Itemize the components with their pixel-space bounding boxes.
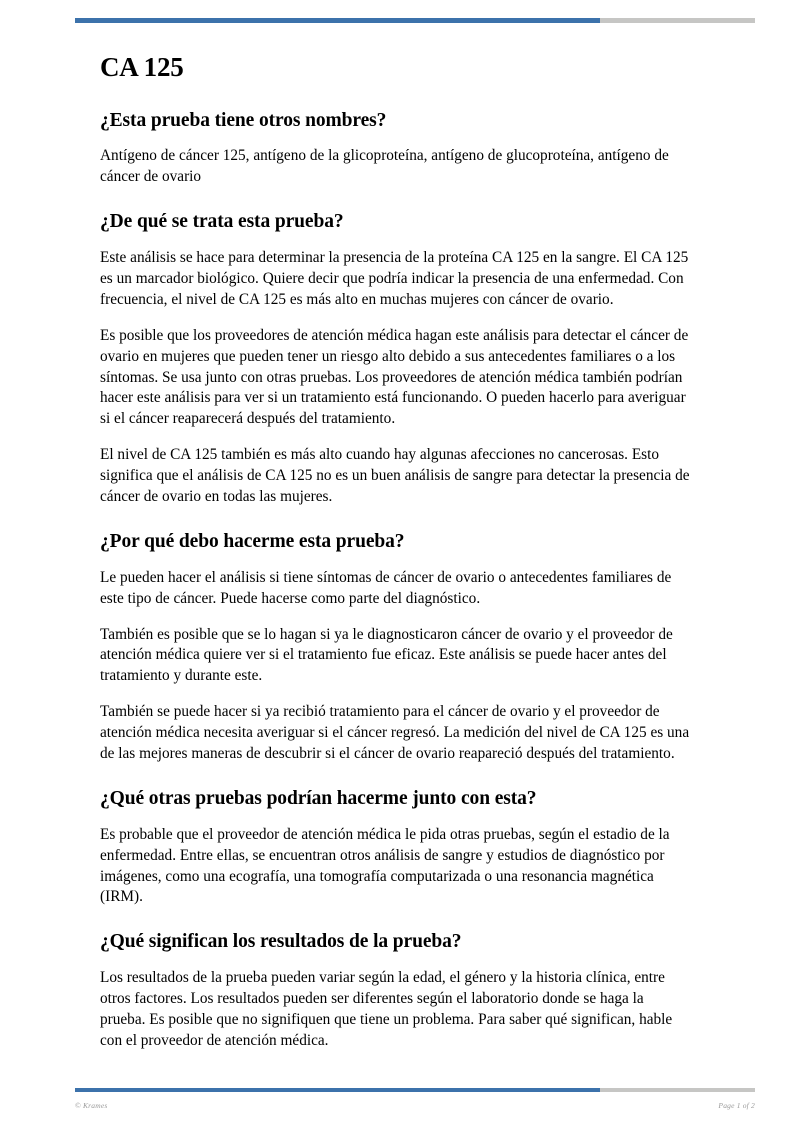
section-otros-nombres (100, 109, 692, 188)
section-otras-pruebas (100, 787, 692, 908)
section-de-que-se-trata (100, 210, 692, 508)
section-paragraph: Le pueden hacer el análisis si tiene síntomas de cáncer de ovario o antecedentes familiares de este tipo de cáncer. Puede hacerse como parte del diagnóstico. (100, 568, 672, 607)
section-heading: ¿Qué otras pruebas podrían hacerme junto con esta? (100, 788, 537, 810)
section-heading: ¿Por qué debo hacerme esta prueba? (100, 531, 405, 553)
section-por-que-debo-hacerme (100, 530, 692, 765)
section-heading: ¿De qué se trata esta prueba? (100, 211, 344, 233)
section-paragraph: Los resultados de la prueba pueden variar según la edad, el género y la historia clínica, entre otros factores. Los resultados pueden ser diferentes según el laboratorio donde se haga la prueba. Es posible que no signifiquen que tiene un problema. Para saber qué significan, hable con el proveedor de atención médica. (100, 968, 673, 1049)
footer-rule-gray-segment (600, 1088, 755, 1092)
section-heading: ¿Qué significan los resultados de la prueba? (100, 931, 462, 953)
header-rule (75, 18, 755, 23)
footer-rule (75, 1088, 755, 1092)
section-paragraph: Es probable que el proveedor de atención médica le pida otras pruebas, según el estadio de la enfermedad. Entre ellas, se encuentran otros análisis de sangre y estudios de diagnóstico por imágenes, como una ecografía, una tomografía computarizada o una resonancia magnética (IRM). (100, 825, 670, 906)
copyright-text: © Krames (75, 1101, 108, 1110)
page-title: CA 125 (100, 52, 184, 82)
header-rule-accent-segment (75, 18, 600, 23)
section-paragraph: También es posible que se lo hagan si ya le diagnosticaron cáncer de ovario y el proveedor de atención médica quiere ver si el tratamiento fue eficaz. Este análisis se puede hacer antes del tratamiento y durante este. (100, 625, 673, 685)
section-paragraph: El nivel de CA 125 también es más alto cuando hay algunas afecciones no cancerosas. Esto significa que el análisis de CA 125 no es un buen análisis de sangre para detectar la presencia de cáncer de ovario en todas las mujeres. (100, 446, 690, 506)
section-que-significan-resultados (100, 930, 692, 1051)
footer-rule-accent-segment (75, 1088, 600, 1092)
page-number: Page 1 of 2 (718, 1101, 755, 1110)
section-heading: ¿Esta prueba tiene otros nombres? (100, 110, 387, 132)
section-paragraph: Este análisis se hace para determinar la presencia de la proteína CA 125 en la sangre. El CA 125 es un marcador biológico. Quiere decir que podría indicar la presencia de una enfermedad. Con frecuencia, el nivel de CA 125 es más alto en muchas mujeres con cáncer de ovario. (100, 248, 689, 308)
document-content (100, 52, 692, 1052)
header-rule-gray-segment (600, 18, 755, 23)
section-paragraph: Antígeno de cáncer 125, antígeno de la glicoproteína, antígeno de glucoproteína, antígeno de cáncer de ovario (100, 147, 669, 186)
page-footer (75, 1101, 755, 1110)
section-paragraph: Es posible que los proveedores de atención médica hagan este análisis para detectar el cáncer de ovario en mujeres que pueden tener un riesgo alto debido a sus antecedentes familiares o a los síntomas. Se usa junto con otras pruebas. Los proveedores de atención médica también podrían hacer este análisis para ver si un tratamiento está funcionando. O pueden hacerlo para averiguar si el cáncer reaparecerá después del tratamiento. (100, 326, 689, 428)
section-paragraph: También se puede hacer si ya recibió tratamiento para el cáncer de ovario y el proveedor de atención médica necesita averiguar si el cáncer regresó. La medición del nivel de CA 125 es una de las mejores maneras de descubrir si el cáncer de ovario reapareció después del tratamiento. (100, 703, 690, 763)
